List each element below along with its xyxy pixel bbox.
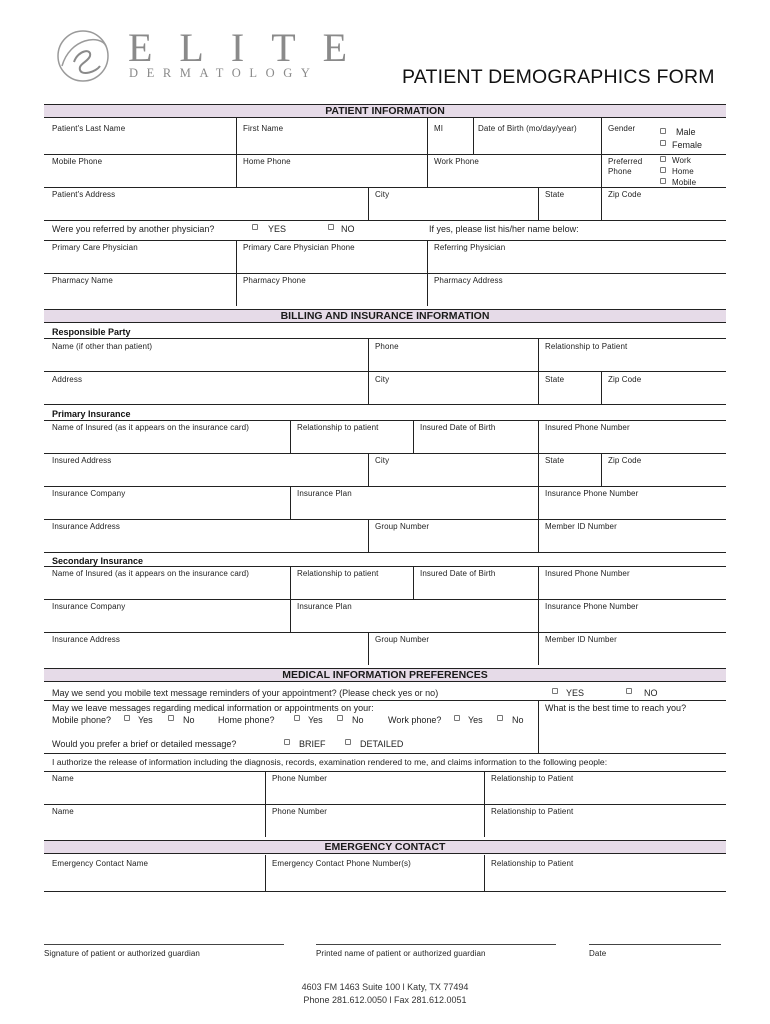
preferred-phone-label: Preferred [608, 157, 643, 166]
auth-name-1-field[interactable]: Name [52, 774, 74, 783]
work-phone-field[interactable]: Work Phone [434, 157, 479, 166]
auth-relationship-2-field[interactable]: Relationship to Patient [491, 807, 574, 816]
home-yes-label: Yes [308, 715, 323, 725]
pharmacy-phone-field[interactable]: Pharmacy Phone [243, 276, 306, 285]
footer-address: 4603 FM 1463 Suite 100 l Katy, TX 77494 [301, 982, 469, 992]
home-no-label: No [352, 715, 364, 725]
pi-group-field[interactable]: Group Number [375, 522, 430, 531]
medical-header: MEDICAL INFORMATION PREFERENCES [44, 668, 726, 682]
rp-city-field[interactable]: City [375, 375, 390, 384]
footer-phone: Phone 281.612.0050 l Fax 281.612.0051 [303, 995, 467, 1005]
authorize-statement: I authorize the release of information including the diagnosis, records, examination rendered to me, and claims information to the following people: [52, 757, 608, 767]
si-ins-address-field[interactable]: Insurance Address [52, 635, 120, 644]
referred-yes-checkbox[interactable] [252, 224, 258, 230]
printed-name-line[interactable] [316, 944, 556, 945]
if-yes-note: If yes, please list his/her name below: [429, 224, 579, 234]
pref-work-checkbox[interactable] [660, 156, 666, 162]
rp-address-field[interactable]: Address [52, 375, 83, 384]
si-group-field[interactable]: Group Number [375, 635, 430, 644]
emergency-header: EMERGENCY CONTACT [44, 840, 726, 854]
si-member-id-field[interactable]: Member ID Number [545, 635, 617, 644]
auth-phone-1-field[interactable]: Phone Number [272, 774, 328, 783]
auth-relationship-1-field[interactable]: Relationship to Patient [491, 774, 574, 783]
text-yes-label: YES [566, 688, 585, 698]
auth-name-2-field[interactable]: Name [52, 807, 74, 816]
pi-member-id-field[interactable]: Member ID Number [545, 522, 617, 531]
home-yes-checkbox[interactable] [294, 715, 300, 721]
pi-zip-field[interactable]: Zip Code [608, 456, 642, 465]
emergency-name-field[interactable]: Emergency Contact Name [52, 859, 149, 868]
pi-plan-field[interactable]: Insurance Plan [297, 489, 352, 498]
billing-header: BILLING AND INSURANCE INFORMATION [44, 309, 726, 323]
referred-no-checkbox[interactable] [328, 224, 334, 230]
mobile-phone-field[interactable]: Mobile Phone [52, 157, 103, 166]
leave-message-question: May we leave messages regarding medical information or appointments on your: [52, 703, 374, 713]
male-checkbox[interactable] [660, 128, 666, 134]
referred-no-label: NO [341, 224, 355, 234]
mobile-no-checkbox[interactable] [168, 715, 174, 721]
pi-dob-field[interactable]: Insured Date of Birth [420, 423, 496, 432]
male-label: Male [676, 127, 696, 137]
pref-home-label: Home [672, 167, 694, 176]
emergency-phone-field[interactable]: Emergency Contact Phone Number(s) [272, 859, 411, 868]
mi-field[interactable]: MI [434, 124, 444, 133]
si-dob-field[interactable]: Insured Date of Birth [420, 569, 496, 578]
patient-zip-field[interactable]: Zip Code [608, 190, 642, 199]
rp-zip-field[interactable]: Zip Code [608, 375, 642, 384]
rp-state-field[interactable]: State [545, 375, 565, 384]
pi-ins-phone-field[interactable]: Insurance Phone Number [545, 489, 639, 498]
patient-state-field[interactable]: State [545, 190, 565, 199]
rp-relationship-field[interactable]: Relationship to Patient [545, 342, 628, 351]
text-reminder-question: May we send you mobile text message reminders of your appointment? (Please check yes or no) [52, 688, 439, 698]
pi-ins-address-field[interactable]: Insurance Address [52, 522, 120, 531]
pref-home-checkbox[interactable] [660, 167, 666, 173]
pi-relationship-field[interactable]: Relationship to patient [297, 423, 379, 432]
female-checkbox[interactable] [660, 140, 666, 146]
pref-work-label: Work [672, 156, 691, 165]
mobile-yes-label: Yes [138, 715, 153, 725]
home-phone-question: Home phone? [218, 715, 275, 725]
mobile-yes-checkbox[interactable] [124, 715, 130, 721]
mobile-phone-question: Mobile phone? [52, 715, 112, 725]
detailed-checkbox[interactable] [345, 739, 351, 745]
si-name-field[interactable]: Name of Insured (as it appears on the insurance card) [52, 569, 249, 578]
signature-line[interactable] [44, 944, 284, 945]
pi-company-field[interactable]: Insurance Company [52, 489, 126, 498]
referred-yes-label: YES [268, 224, 287, 234]
printed-name-label: Printed name of patient or authorized guardian [316, 949, 486, 958]
si-company-field[interactable]: Insurance Company [52, 602, 126, 611]
logo-brand: ELITE [128, 25, 375, 70]
preferred-phone-label-2: Phone [608, 167, 632, 176]
brief-detailed-question: Would you prefer a brief or detailed message? [52, 739, 237, 749]
home-no-checkbox[interactable] [337, 715, 343, 721]
form-title: PATIENT DEMOGRAPHICS FORM [402, 66, 715, 88]
rp-name-field[interactable]: Name (if other than patient) [52, 342, 153, 351]
work-phone-question: Work phone? [388, 715, 442, 725]
gender-label: Gender [608, 124, 636, 133]
pi-phone-field[interactable]: Insured Phone Number [545, 423, 630, 432]
pref-mobile-checkbox[interactable] [660, 178, 666, 184]
si-plan-field[interactable]: Insurance Plan [297, 602, 352, 611]
first-name-field[interactable]: First Name [243, 124, 284, 133]
pharmacy-name-field[interactable]: Pharmacy Name [52, 276, 113, 285]
emergency-relationship-field[interactable]: Relationship to Patient [491, 859, 574, 868]
pcp-field[interactable]: Primary Care Physician [52, 243, 138, 252]
text-no-label: NO [644, 688, 658, 698]
patient-info-header: PATIENT INFORMATION [44, 104, 726, 118]
logo-sub: DERMATOLOGY [129, 66, 319, 80]
text-yes-checkbox[interactable] [552, 688, 558, 694]
female-label: Female [672, 140, 703, 150]
brief-label: BRIEF [299, 739, 326, 749]
pi-address-field[interactable]: Insured Address [52, 456, 112, 465]
home-phone-field[interactable]: Home Phone [243, 157, 291, 166]
si-phone-field[interactable]: Insured Phone Number [545, 569, 630, 578]
pcp-phone-field[interactable]: Primary Care Physician Phone [243, 243, 355, 252]
brief-checkbox[interactable] [284, 739, 290, 745]
patient-city-field[interactable]: City [375, 190, 390, 199]
best-time-field[interactable]: What is the best time to reach you? [545, 703, 687, 713]
patient-address-field[interactable]: Patient's Address [52, 190, 116, 199]
referring-physician-field[interactable]: Referring Physician [434, 243, 506, 252]
si-relationship-field[interactable]: Relationship to patient [297, 569, 379, 578]
logo-emblem-icon [52, 26, 114, 86]
pref-mobile-label: Mobile [672, 178, 697, 187]
detailed-label: DETAILED [360, 739, 404, 749]
si-ins-phone-field[interactable]: Insurance Phone Number [545, 602, 639, 611]
primary-insurance-heading: Primary Insurance [52, 409, 131, 419]
last-name-field[interactable]: Patient's Last Name [52, 124, 126, 133]
work-no-checkbox[interactable] [497, 715, 503, 721]
pharmacy-address-field[interactable]: Pharmacy Address [434, 276, 503, 285]
responsible-party-heading: Responsible Party [52, 327, 131, 337]
rp-phone-field[interactable]: Phone [375, 342, 399, 351]
signature-label: Signature of patient or authorized guardian [44, 949, 200, 958]
work-yes-label: Yes [468, 715, 483, 725]
text-no-checkbox[interactable] [626, 688, 632, 694]
secondary-insurance-heading: Secondary Insurance [52, 556, 144, 566]
referred-question: Were you referred by another physician? [52, 224, 215, 234]
work-yes-checkbox[interactable] [454, 715, 460, 721]
dob-field[interactable]: Date of Birth (mo/day/year) [478, 124, 577, 133]
pi-city-field[interactable]: City [375, 456, 390, 465]
auth-phone-2-field[interactable]: Phone Number [272, 807, 328, 816]
pi-state-field[interactable]: State [545, 456, 565, 465]
pi-name-field[interactable]: Name of Insured (as it appears on the insurance card) [52, 423, 249, 432]
date-line[interactable] [589, 944, 721, 945]
mobile-no-label: No [183, 715, 195, 725]
date-label: Date [589, 949, 607, 958]
work-no-label: No [512, 715, 524, 725]
